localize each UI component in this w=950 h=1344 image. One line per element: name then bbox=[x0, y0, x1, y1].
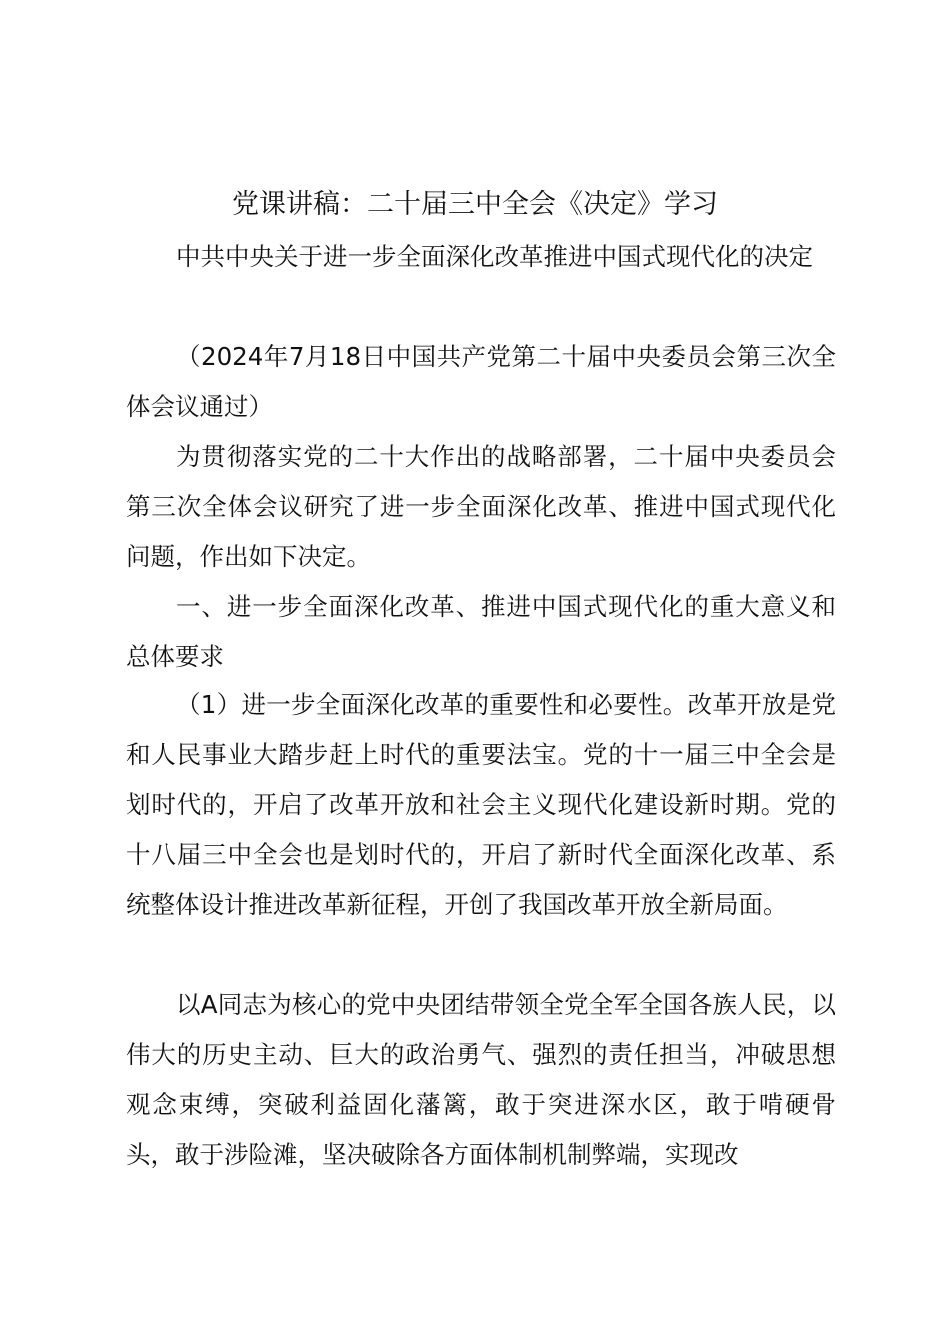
document-title: 党课讲稿：二十届三中全会《决定》学习 bbox=[232, 189, 718, 220]
item-paragraph: （1）进一步全面深化改革的重要性和必要性。改革开放是党和人民事业大踏步赶上时代的重要法宝。党的十一届三中全会是划时代的，开启了改革开放和社会主义现代化建设新时期。党的十八届三中全会也是划时代的，开启了新时代全面深化改革、系统整体设计推进改革新征程，开创了我国改革开放全新局面。 bbox=[126, 690, 836, 919]
section-heading: 一、进一步全面深化改革、推进中国式现代化的重大意义和总体要求 bbox=[126, 592, 836, 671]
adoption-date-paragraph: （2024年7月18日中国共产党第二十届中央委员会第三次全体会议通过） bbox=[126, 342, 836, 421]
decision-title-paragraph: 中共中央关于进一步全面深化改革推进中国式现代化的决定 bbox=[176, 242, 813, 271]
body-paragraph: 以A同志为核心的党中央团结带领全党全军全国各族人民，以伟大的历史主动、巨大的政治勇气、强烈的责任担当，冲破思想观念束缚，突破利益固化藩篱，敢于突进深水区，敢于啃硬骨头，敢于涉险滩，坚决破除各方面体制机制弊端，实现改 bbox=[126, 990, 836, 1169]
intro-paragraph: 为贯彻落实党的二十大作出的战略部署，二十届中央委员会第三次全体会议研究了进一步全面深化改革、推进中国式现代化问题，作出如下决定。 bbox=[126, 442, 836, 571]
